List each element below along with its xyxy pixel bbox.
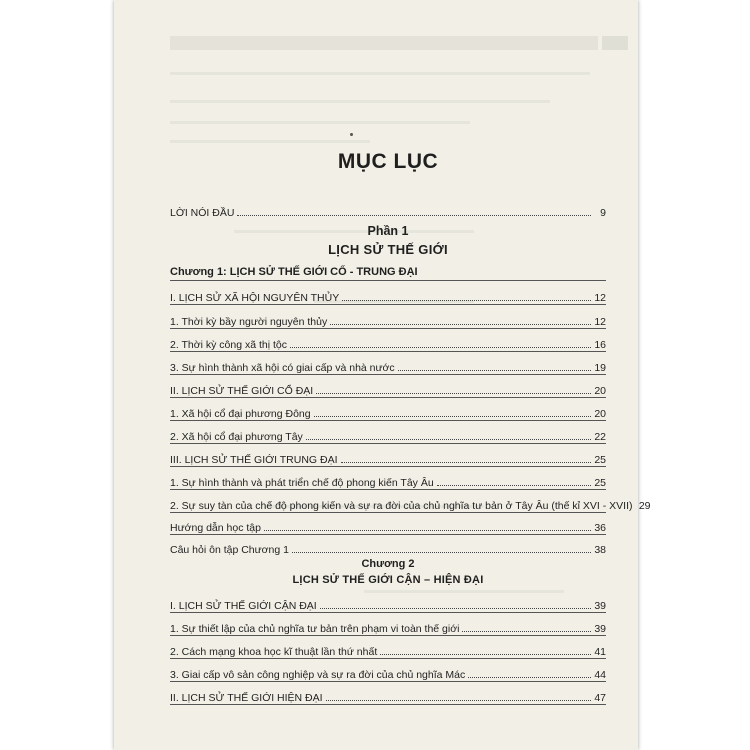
toc-entry-label: 1. Sự hình thành và phát triển chế độ phong kiến Tây Âu [170,477,434,489]
leader-dots [264,529,591,531]
toc-entry-label: LỜI NÓI ĐẦU [170,207,235,219]
toc-entry-page: 47 [594,692,606,704]
toc-entry [170,536,606,556]
leader-dots [468,676,591,678]
toc-entry-page: 20 [594,408,606,420]
leader-dots [314,415,591,417]
toc-entry-label: 3. Sự hình thành xã hội có giai cấp và nhà nước [170,362,395,374]
separator-line [170,397,606,398]
toc-entry [170,284,606,304]
toc-entry [170,469,606,489]
toc-entry-preface [170,199,606,219]
toc-entry-label: 2. Cách mạng khoa học kĩ thuật lần thứ nhất [170,646,378,658]
separator-line [170,466,606,467]
separator-line [170,374,606,375]
separator-line [170,512,606,513]
toc-entry-page: 39 [594,600,606,612]
toc-entry-page: 12 [594,292,606,304]
chapter-label: Chương 2 [361,558,415,570]
toc-entry-page: 25 [594,454,606,466]
leader-dots [237,214,591,216]
chapter-heading: Chương 1: LỊCH SỬ THẾ GIỚI CỔ - TRUNG ĐẠI [170,266,418,278]
separator-line [170,534,606,535]
toc-entry-label: 1. Sự thiết lập của chủ nghĩa tư bản trên phạm vi toàn thế giới [170,623,460,635]
separator-line [170,351,606,352]
toc-entry-page: 44 [594,669,606,681]
toc-entry-label: 2. Sự suy tàn của chế độ phong kiến và sự ra đời của chủ nghĩa tư bản ở Tây Âu (thế kỉ XVI - XVII) [170,500,633,512]
leader-dots [292,551,591,553]
toc-entry-page: 22 [594,431,606,443]
toc-entry [170,377,606,397]
toc-entry-page: 36 [594,522,606,534]
page-title: MỤC LỤC [337,150,439,173]
separator-line [170,304,606,305]
toc-entry [170,684,606,704]
toc-entry [170,661,606,681]
toc-entry-label: I. LỊCH SỬ THẾ GIỚI CẬN ĐẠI [170,600,317,612]
toc-entry-label: 1. Thời kỳ bầy người nguyên thủy [170,316,328,328]
toc-entry-page: 9 [600,207,606,219]
toc-entry-page: 16 [594,339,606,351]
toc-entry-label: III. LỊCH SỬ THẾ GIỚI TRUNG ĐẠI [170,454,338,466]
separator-line [170,612,606,613]
leader-dots [330,323,591,325]
separator-line [170,489,606,490]
leader-dots [326,699,591,701]
toc-entry-page: 38 [594,544,606,556]
leader-dots [342,299,591,301]
separator-line [170,443,606,444]
toc-entry [170,446,606,466]
leader-dots [398,369,591,371]
toc-entry-label: Câu hỏi ôn tập Chương 1 [170,544,289,556]
toc-entry [170,331,606,351]
leader-dots [320,607,591,609]
chapter-name: LỊCH SỬ THẾ GIỚI CẬN – HIỆN ĐẠI [292,574,484,586]
leader-dots [290,346,591,348]
toc-entry [170,514,606,534]
separator-line [170,328,606,329]
toc-entry-label: 2. Xã hội cổ đại phương Tây [170,431,303,443]
separator-line [170,658,606,659]
toc-entry-label: II. LỊCH SỬ THẾ GIỚI HIỆN ĐẠI [170,692,323,704]
toc-entry [170,615,606,635]
toc-entry-label: II. LỊCH SỬ THẾ GIỚI CỔ ĐẠI [170,385,314,397]
toc-entry [170,400,606,420]
book-page [114,0,651,750]
toc-entry-label: 1. Xã hội cổ đại phương Đông [170,408,311,420]
toc-entry-page: 19 [594,362,606,374]
toc-entry [170,592,606,612]
toc-entry-page: 20 [594,385,606,397]
leader-dots [462,630,591,632]
separator-line [170,280,606,281]
separator-line [170,704,606,705]
part-name: LỊCH SỬ THẾ GIỚI [328,242,448,257]
toc-entry-label: Hướng dẫn học tập [170,522,261,534]
toc-entry-label: I. LỊCH SỬ XÃ HỘI NGUYÊN THỦY [170,292,340,304]
toc-entry-page: 29 [638,500,651,512]
toc-entry-label: 3. Giai cấp vô sản công nghiệp và sự ra đời của chủ nghĩa Mác [170,669,466,681]
toc-entry-page: 12 [594,316,606,328]
part-label: Phần 1 [367,224,409,238]
toc-entry-page: 25 [594,477,606,489]
toc-entry [170,492,651,512]
toc-entry-page: 41 [594,646,606,658]
separator-line [170,420,606,421]
toc-entry [170,308,606,328]
leader-dots [380,653,591,655]
pencil-mark [350,133,353,136]
toc-entry [170,638,606,658]
separator-line [170,681,606,682]
leader-dots [316,392,591,394]
toc-entry [170,354,606,374]
leader-dots [341,461,591,463]
toc-entry [170,423,606,443]
toc-entry-page: 39 [594,623,606,635]
toc-entry-label: 2. Thời kỳ công xã thị tộc [170,339,287,351]
leader-dots [437,484,591,486]
leader-dots [306,438,591,440]
separator-line [170,635,606,636]
